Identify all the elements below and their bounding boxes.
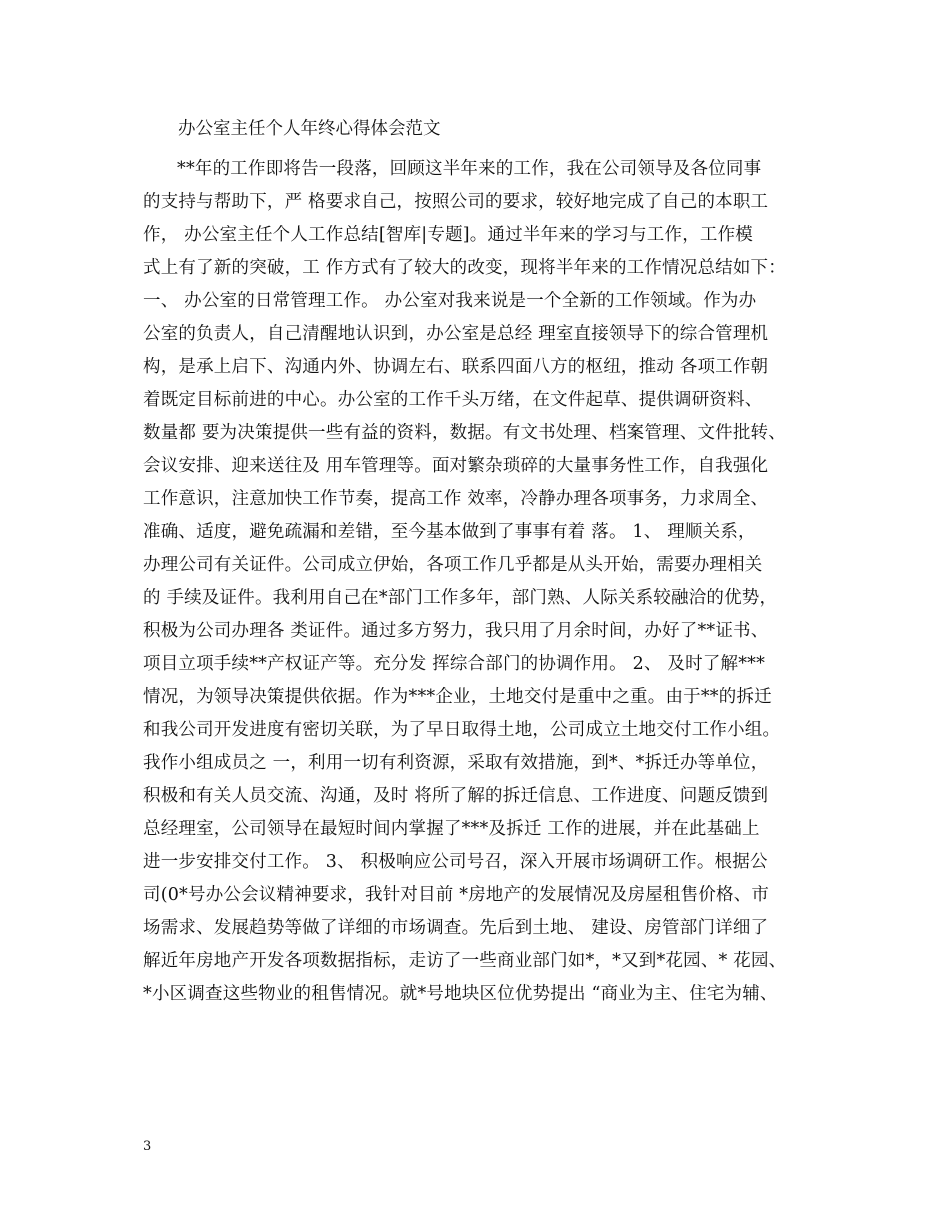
- body-line: 进一步安排交付工作。 3、 积极响应公司号召，深入开展市场调研工作。根据公: [143, 852, 768, 872]
- body-line: 一、 办公室的日常管理工作。 办公室对我来说是一个全新的工作领域。作为办: [143, 291, 757, 311]
- document-title: 办公室主任个人年终心得体会范文: [178, 119, 441, 139]
- body-line: 的支持与帮助下，严 格要求自己，按照公司的要求，较好地完成了自己的本职工: [143, 192, 769, 212]
- body-line: 情况，为领导决策提供依据。作为***企业，土地交付是重中之重。由于**的拆迁: [143, 687, 772, 707]
- body-line: 作， 办公室主任个人工作总结[智库|专题]。通过半年来的学习与工作，工作模: [143, 225, 754, 245]
- body-line: *小区调查这些物业的租售情况。就*号地块区位优势提出 “商业为主、住宅为辅、: [143, 984, 778, 1004]
- body-line: 总经理室，公司领导在最短时间内掌握了***及拆迁 工作的进展，并在此基础上: [143, 819, 760, 839]
- document-body: [143, 153, 823, 1011]
- body-line: 项目立项手续**产权证产等。充分发 挥综合部门的协调作用。 2、 及时了解***: [143, 654, 766, 674]
- body-line: 式上有了新的突破，工 作方式有了较大的改变，现将半年来的工作情况总结如下：: [143, 258, 786, 278]
- body-line: 场需求、发展趋势等做了详细的市场调查。先后到土地、 建设、房管部门详细了: [143, 918, 769, 938]
- body-line: 我作小组成员之 一，利用一切有利资源，采取有效措施，到*、*拆迁办等单位，: [143, 753, 769, 773]
- body-line: 解近年房地产开发各项数据指标，走访了一些商业部门如*，*又到*花园、* 花园、: [143, 951, 787, 971]
- body-line: 准确、适度，避免疏漏和差错，至今基本做到了事事有着 落。 1、 理顺关系，: [143, 522, 756, 542]
- body-line: 公室的负责人，自己清醒地认识到，办公室是总经 理室直接领导下的综合管理机: [143, 324, 769, 344]
- body-line: 的 手续及证件。我利用自己在*部门工作多年，部门熟、人际关系较融洽的优势，: [143, 588, 778, 608]
- body-line: 和我公司开发进度有密切关联，为了早日取得土地，公司成立土地交付工作小组。: [143, 720, 781, 740]
- page-number: 3: [143, 1139, 152, 1154]
- body-line: 积极为公司办理各 类证件。通过多方努力，我只用了月余时间，办好了**证书、: [143, 621, 769, 641]
- body-line: 数量都 要为决策提供一些有益的资料，数据。有文书处理、档案管理、文件批转、: [143, 423, 786, 443]
- body-line: 办理公司有关证件。公司成立伊始，各项工作几乎都是从头开始，需要办理相关: [143, 555, 763, 575]
- body-line: 构，是承上启下、沟通内外、协调左右、联系四面八方的枢纽，推动 各项工作朝: [143, 357, 769, 377]
- body-line: **年的工作即将告一段落，回顾这半年来的工作，我在公司领导及各位同事: [177, 159, 762, 179]
- body-line: 工作意识，注意加快工作节奏，提高工作 效率，冷静办理各项事务，力求周全、: [143, 489, 769, 509]
- body-line: 积极和有关人员交流、沟通，及时 将所了解的拆迁信息、工作进度、问题反馈到: [143, 786, 769, 806]
- body-line: 会议安排、迎来送往及 用车管理等。面对繁杂琐碎的大量事务性工作，自我强化: [143, 456, 769, 476]
- body-line: 司(0*号办公会议精神要求，我针对目前 *房地产的发展情况及房屋租售价格、市: [143, 885, 770, 905]
- body-line: 着既定目标前进的中心。办公室的工作千头万绪，在文件起草、提供调研资料、: [143, 390, 763, 410]
